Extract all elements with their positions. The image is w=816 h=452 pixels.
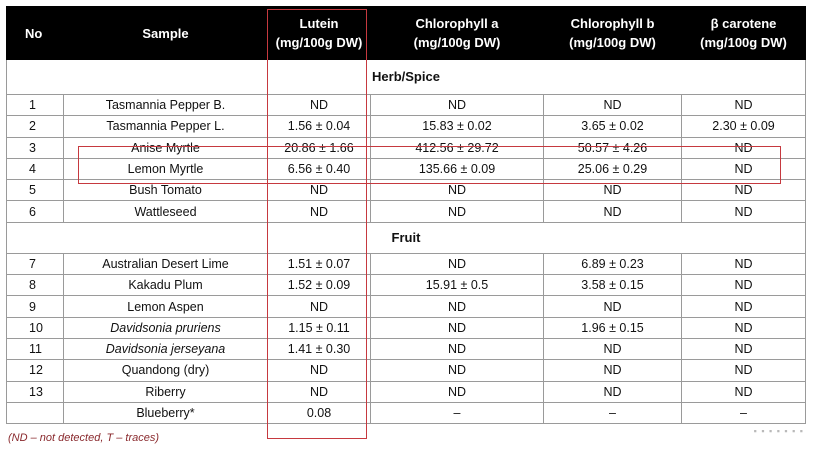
cell-beta-carotene: ND: [682, 381, 806, 402]
cell-no: 4: [7, 158, 64, 179]
cell-chlorophyll-a: 412.56 ± 29.72: [371, 137, 544, 158]
cell-lutein: 1.15 ± 0.11: [268, 317, 371, 338]
cell-sample: Kakadu Plum: [64, 275, 268, 296]
cell-chlorophyll-a: 15.91 ± 0.5: [371, 275, 544, 296]
table-row: [7, 275, 806, 296]
watermark: ▪ ▪ ▪ ▪ ▪ ▪ ▪: [753, 426, 804, 436]
cell-sample: Lemon Aspen: [64, 296, 268, 317]
cell-chlorophyll-a: ND: [371, 317, 544, 338]
table-row: [7, 158, 806, 179]
cell-beta-carotene: –: [682, 402, 806, 423]
table-row: [7, 201, 806, 222]
cell-beta-carotene: ND: [682, 296, 806, 317]
cell-sample: Riberry: [64, 381, 268, 402]
cell-no: 2: [7, 116, 64, 137]
cell-beta-carotene: ND: [682, 275, 806, 296]
cell-chlorophyll-b: ND: [544, 338, 682, 359]
cell-chlorophyll-b: 3.65 ± 0.02: [544, 116, 682, 137]
table-row: [7, 317, 806, 338]
cell-chlorophyll-a: ND: [371, 180, 544, 201]
cell-beta-carotene: ND: [682, 317, 806, 338]
table-row: [7, 180, 806, 201]
cell-sample: Quandong (dry): [64, 360, 268, 381]
cell-sample: Bush Tomato: [64, 180, 268, 201]
footnote: (ND – not detected, T – traces): [8, 432, 160, 444]
table-body: [7, 60, 806, 424]
cell-chlorophyll-b: 1.96 ± 0.15: [544, 317, 682, 338]
cell-sample: Davidsonia jerseyana: [64, 338, 268, 359]
cell-no: 13: [7, 381, 64, 402]
cell-sample: Tasmannia Pepper L.: [64, 116, 268, 137]
cell-chlorophyll-a: ND: [371, 253, 544, 274]
cell-chlorophyll-a: –: [371, 402, 544, 423]
table-row: [7, 296, 806, 317]
cell-sample: Anise Myrtle: [64, 137, 268, 158]
table-row: [7, 95, 806, 116]
header-no: No: [7, 7, 64, 60]
cell-chlorophyll-a: ND: [371, 296, 544, 317]
cell-chlorophyll-b: ND: [544, 296, 682, 317]
cell-no: 6: [7, 201, 64, 222]
table-row: [7, 116, 806, 137]
cell-sample: Blueberry*: [64, 402, 268, 423]
header-lutein: Lutein (mg/100g DW): [268, 7, 371, 60]
header-chlorophyll-b: Chlorophyll b (mg/100g DW): [544, 7, 682, 60]
table-row: [7, 137, 806, 158]
table-header: [7, 7, 806, 60]
table-row: [7, 402, 806, 423]
table-row: [7, 381, 806, 402]
table-row: [7, 360, 806, 381]
table-row: [7, 338, 806, 359]
cell-lutein: 20.86 ± 1.66: [268, 137, 371, 158]
cell-chlorophyll-a: 135.66 ± 0.09: [371, 158, 544, 179]
cell-lutein: ND: [268, 95, 371, 116]
cell-lutein: ND: [268, 296, 371, 317]
header-sample: Sample: [64, 7, 268, 60]
cell-no: 9: [7, 296, 64, 317]
cell-chlorophyll-b: ND: [544, 201, 682, 222]
cell-chlorophyll-a: ND: [371, 381, 544, 402]
cell-chlorophyll-b: 6.89 ± 0.23: [544, 253, 682, 274]
cell-beta-carotene: 2.30 ± 0.09: [682, 116, 806, 137]
cell-no: [7, 402, 64, 423]
cell-lutein: ND: [268, 201, 371, 222]
cell-no: 12: [7, 360, 64, 381]
cell-sample: Davidsonia pruriens: [64, 317, 268, 338]
cell-sample: Tasmannia Pepper B.: [64, 95, 268, 116]
cell-chlorophyll-a: ND: [371, 338, 544, 359]
cell-chlorophyll-b: –: [544, 402, 682, 423]
table-row: [7, 253, 806, 274]
header-beta-carotene: β carotene (mg/100g DW): [682, 7, 806, 60]
cell-no: 7: [7, 253, 64, 274]
cell-chlorophyll-a: ND: [371, 201, 544, 222]
pigment-table: [6, 6, 806, 424]
cell-lutein: ND: [268, 360, 371, 381]
header-chlorophyll-a: Chlorophyll a (mg/100g DW): [371, 7, 544, 60]
cell-lutein: ND: [268, 381, 371, 402]
cell-no: 3: [7, 137, 64, 158]
cell-lutein: 1.56 ± 0.04: [268, 116, 371, 137]
cell-beta-carotene: ND: [682, 253, 806, 274]
cell-beta-carotene: ND: [682, 360, 806, 381]
cell-lutein: 0.08: [268, 402, 371, 423]
cell-no: 1: [7, 95, 64, 116]
cell-sample: Australian Desert Lime: [64, 253, 268, 274]
cell-no: 8: [7, 275, 64, 296]
cell-lutein: 6.56 ± 0.40: [268, 158, 371, 179]
cell-chlorophyll-b: ND: [544, 180, 682, 201]
cell-chlorophyll-b: ND: [544, 381, 682, 402]
cell-beta-carotene: ND: [682, 180, 806, 201]
cell-chlorophyll-a: ND: [371, 95, 544, 116]
cell-lutein: 1.41 ± 0.30: [268, 338, 371, 359]
cell-beta-carotene: ND: [682, 137, 806, 158]
cell-chlorophyll-b: 3.58 ± 0.15: [544, 275, 682, 296]
cell-sample: Wattleseed: [64, 201, 268, 222]
cell-no: 5: [7, 180, 64, 201]
section-title: Fruit: [7, 222, 806, 253]
cell-chlorophyll-a: ND: [371, 360, 544, 381]
cell-sample: Lemon Myrtle: [64, 158, 268, 179]
cell-chlorophyll-a: 15.83 ± 0.02: [371, 116, 544, 137]
section-title: Herb/Spice: [7, 60, 806, 95]
cell-lutein: ND: [268, 180, 371, 201]
cell-no: 10: [7, 317, 64, 338]
cell-chlorophyll-b: ND: [544, 360, 682, 381]
cell-chlorophyll-b: ND: [544, 95, 682, 116]
cell-beta-carotene: ND: [682, 201, 806, 222]
cell-chlorophyll-b: 25.06 ± 0.29: [544, 158, 682, 179]
cell-beta-carotene: ND: [682, 95, 806, 116]
cell-lutein: 1.52 ± 0.09: [268, 275, 371, 296]
cell-beta-carotene: ND: [682, 158, 806, 179]
cell-lutein: 1.51 ± 0.07: [268, 253, 371, 274]
section-row: [7, 222, 806, 253]
section-row: [7, 60, 806, 95]
cell-beta-carotene: ND: [682, 338, 806, 359]
cell-chlorophyll-b: 50.57 ± 4.26: [544, 137, 682, 158]
cell-no: 11: [7, 338, 64, 359]
